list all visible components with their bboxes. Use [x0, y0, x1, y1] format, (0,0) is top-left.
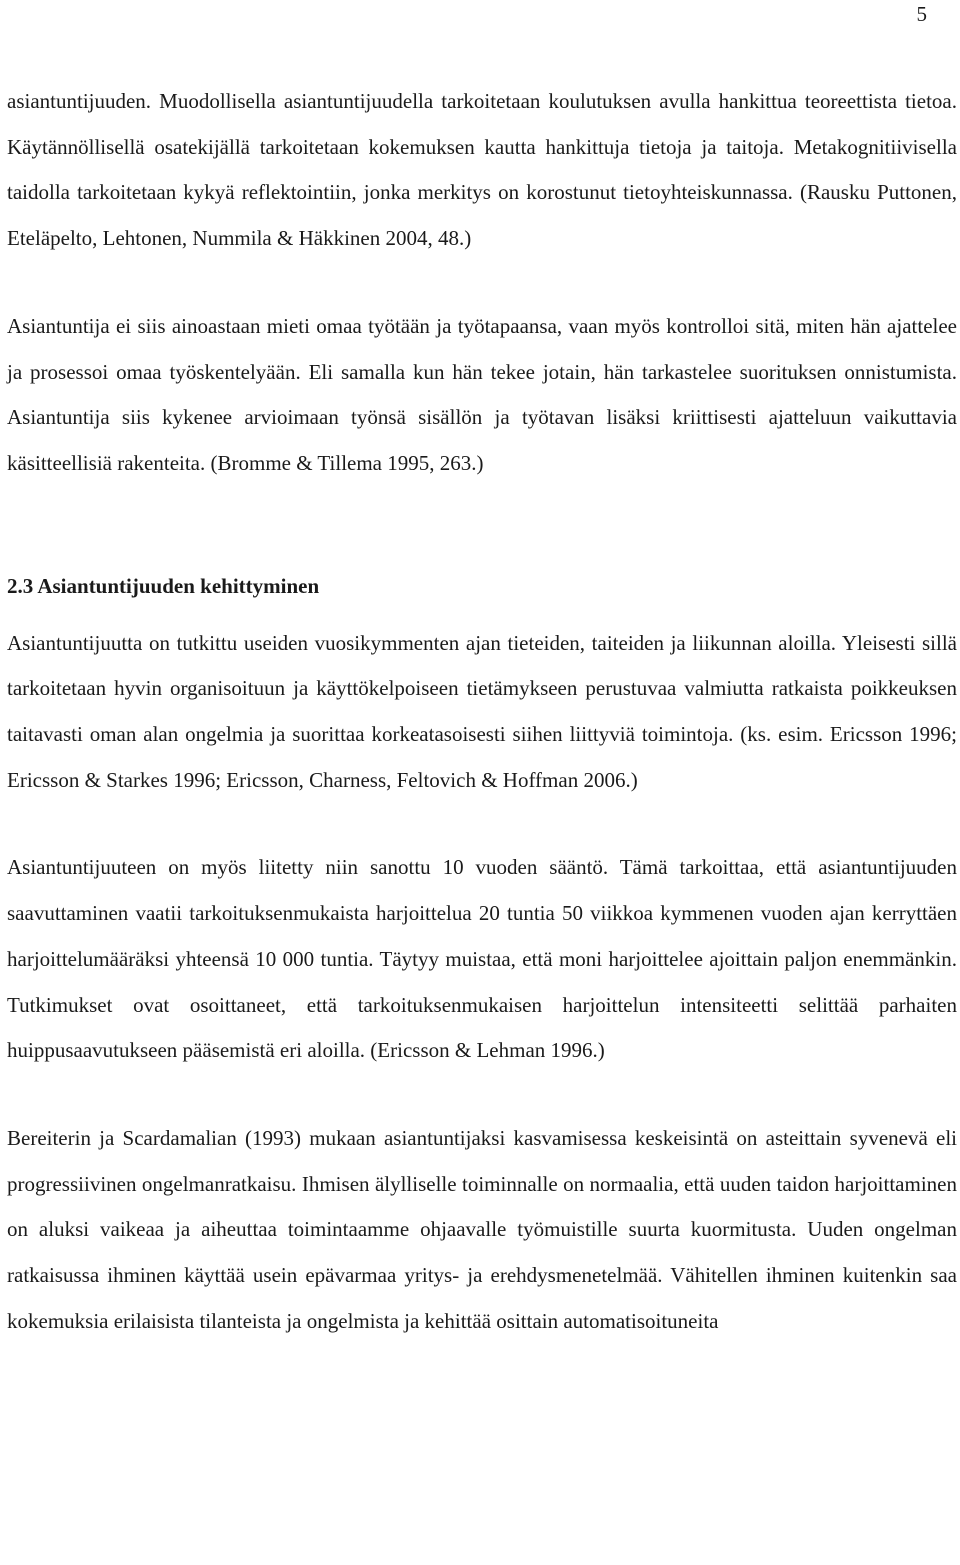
section-heading: 2.3 Asiantuntijuuden kehittyminen	[7, 573, 320, 598]
section-spacer	[7, 487, 957, 571]
paragraph-expertise-research: Asiantuntijuutta on tutkittu useiden vuosikymmenten ajan tieteiden, taiteiden ja liikunnan aloilla. Yleisesti sillä tarkoitetaan hyvin organisoituun ja käyttökelpoiseen tietämykseen perustuvaa valmiutta ratkaista poikkeuksen taitavasti oman alan ongelmia ja suorittaa korkeatasoisesti siihen liittyviä toimintoja. (ks. esim. Ericsson 1996; Ericsson & Starkes 1996; Ericsson, Charness, Feltovich & Hoffman 2006.)	[7, 630, 957, 792]
document-body	[7, 79, 957, 1344]
page-number: 5	[916, 2, 927, 26]
paragraph-spacer	[7, 262, 957, 304]
heading-spacer	[7, 601, 957, 621]
paragraph-expertise-components: asiantuntijuuden. Muodollisella asiantuntijuudella tarkoitetaan koulutuksen avulla hankittua teoreettista tietoa. Käytännöllisellä osatekijällä tarkoitetaan kokemuksen kautta hankittuja tietoja ja taitoja. Metakognitiivisella taidolla tarkoitetaan kykyä reflektointiin, jonka merkitys on korostunut tietoyhteiskunnassa. (Rausku Puttonen, Eteläpelto, Lehtonen, Nummila & Häkkinen 2004, 48.)	[7, 89, 957, 251]
paragraph-spacer	[7, 1074, 957, 1116]
paragraph-progressive-problem-solving: Bereiterin ja Scardamalian (1993) mukaan asiantuntijaksi kasvamisessa keskeisintä on asteittain syvenevä eli progressiivinen ongelmanratkaisu. Ihmisen älylliselle toiminnalle on normaalia, että uuden taidon harjoittaminen on aluksi vaikeaa ja aiheuttaa toimintaamme ohjaavalle työmuistille suurta kuormitusta. Uuden ongelman ratkaisussa ihminen käyttää usein epävarmaa yritys- ja erehdysmenetelmää. Vähitellen ihminen kuitenkin saa kokemuksia erilaisista tilanteista ja ongelmista ja kehittää osittain automatisoituneita	[7, 1125, 957, 1333]
paragraph-ten-year-rule: Asiantuntijuuteen on myös liitetty niin sanottu 10 vuoden sääntö. Tämä tarkoittaa, että asiantuntijuuden saavuttaminen vaatii tarkoituksenmukaista harjoittelua 20 tuntia 50 viikkoa kymmenen vuoden ajan kerryttäen harjoittelumääräksi yhteensä 10 000 tuntia. Täytyy muistaa, että moni harjoittelee ajoittain paljon enemmänkin. Tutkimukset ovat osoittaneet, että tarkoituksenmukaisen harjoittelun intensiteetti selittää parhaiten huippusaavutukseen pääsemistä eri aloilla. (Ericsson & Lehman 1996.)	[7, 855, 957, 1063]
paragraph-spacer	[7, 803, 957, 845]
paragraph-metacognition: Asiantuntija ei siis ainoastaan mieti omaa työtään ja työtapaansa, vaan myös kontrolloi sitä, miten hän ajattelee ja prosessoi omaa työskentelyään. Eli samalla kun hän tekee jotain, hän tarkastelee suorituksen onnistumista. Asiantuntija siis kykenee arvioimaan työnsä sisällön ja työtavan lisäksi kriittisesti ajatteluun vaikuttavia käsitteellisiä rakenteita. (Bromme & Tillema 1995, 263.)	[7, 313, 957, 475]
